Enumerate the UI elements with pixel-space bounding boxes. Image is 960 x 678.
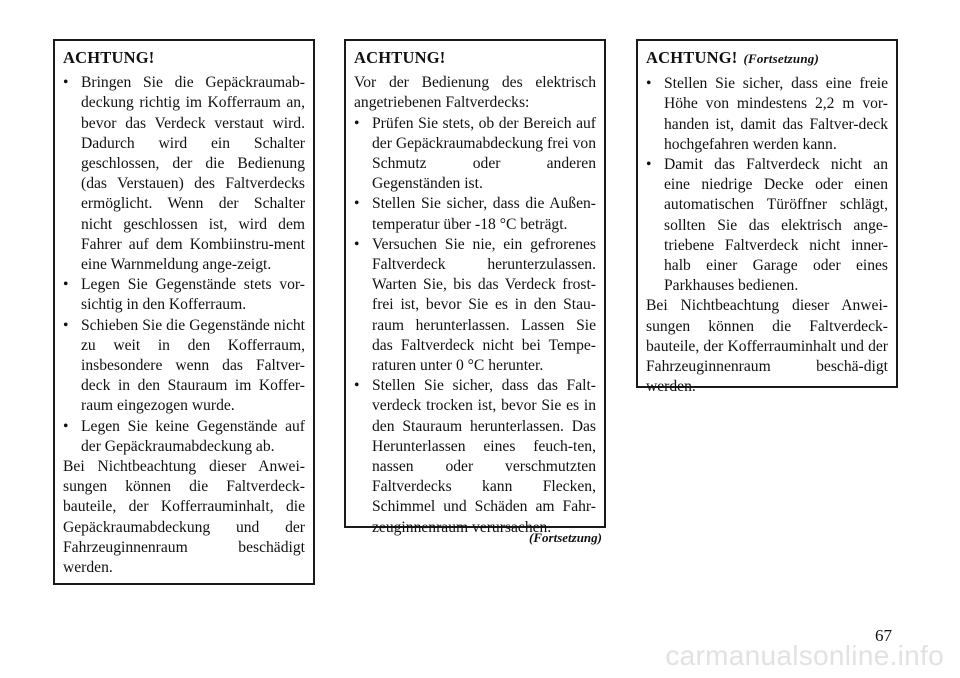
- warning-box-3: [636, 39, 898, 396]
- warning-box-2: [344, 39, 606, 536]
- continued-note: (Fortsetzung): [529, 530, 602, 545]
- warning-heading: [646, 48, 888, 69]
- warning-list: [354, 114, 596, 538]
- warning-heading: ACHTUNG!: [63, 48, 155, 67]
- list-item: • Stellen Sie sicher, dass eine freie Höhe von mindestens 2,2 m vor-handen ist, damit das Faltver-deck hochgefahren werden kann.: [646, 74, 888, 155]
- list-item: • Versuchen Sie nie, ein gefrorenes Faltverdeck herunterzulassen. Warten Sie, bis das Verdeck frost-frei ist, bevor Sie es in den Stau-raum herunterlassen. Lassen Sie das Faltverdeck nicht bei Tempe-raturen unter 0 °C herunter.: [354, 235, 596, 376]
- warning-box-1: [53, 39, 315, 585]
- list-item: • Legen Sie Gegenstände stets vor-sichtig in den Kofferraum.: [63, 275, 305, 315]
- watermark: carmanualsonline.info: [665, 640, 944, 671]
- warning-heading: ACHTUNG!: [354, 48, 446, 67]
- continued-heading-note: (Fortsetzung): [743, 51, 819, 66]
- warning-closing-text: Bei Nichtbeachtung dieser Anwei-sungen können die Faltverdeck-bauteile, der Kofferrauminhalt, die Gepäckraumabdeckung und der Fahrzeuginnenraum beschädigt werden.: [63, 458, 305, 577]
- list-item: • Legen Sie keine Gegenstände auf der Gepäckraumabdeckung ab.: [63, 417, 305, 457]
- list-item: • Schieben Sie die Gegenstände nicht zu weit in den Kofferraum, insbesondere wenn das Faltver-deck in den Stauraum im Koffer-raum eingezogen wurde.: [63, 316, 305, 417]
- warning-heading-label: ACHTUNG!: [646, 48, 738, 67]
- list-item: • Prüfen Sie stets, ob der Bereich auf der Gepäckraumabdeckung frei von Schmutz oder anderen Gegenständen ist.: [354, 114, 596, 195]
- list-item: • Stellen Sie sicher, dass die Außen-temperatur über -18 °C beträgt.: [354, 194, 596, 234]
- warning-list: [63, 73, 305, 457]
- list-item: • Bringen Sie die Gepäckraumab-deckung richtig im Kofferraum an, bevor das Verdeck verstaut wird. Dadurch wird ein Schalter geschlossen, der die Bedienung (das Verstauen) des Faltverdecks ermöglicht. Wenn der Schalter nicht geschlossen ist, wird dem Fahrer auf dem Kombiinstru-ment eine Warnmeldung ange-zeigt.: [63, 73, 305, 275]
- warning-closing-text: Bei Nichtbeachtung dieser Anwei-sungen können die Faltverdeck-bauteile, der Kofferrauminhalt und der Fahrzeuginnenraum beschä-digt werden.: [646, 297, 888, 396]
- list-item: • Stellen Sie sicher, dass das Falt-verdeck trocken ist, bevor Sie es in den Stauraum herunterlassen. Das Herunterlassen eines feuch-ten, nassen oder verschmutzten Faltverdecks kann Flecken, Schimmel und Schäden am Fahr-zeuginnenraum verursachen.: [354, 376, 596, 538]
- warning-intro-text: Vor der Bedienung des elektrisch angetriebenen Faltverdecks:: [354, 74, 596, 112]
- warning-list: [646, 74, 888, 296]
- list-item: • Damit das Faltverdeck nicht an eine niedrige Decke oder einen automatischen Türöffner schlägt, sollten Sie das elektrisch ange-triebene Faltverdeck nicht inner-halb einer Garage oder eines Parkhauses bedienen.: [646, 155, 888, 296]
- page-number: 67: [875, 626, 892, 645]
